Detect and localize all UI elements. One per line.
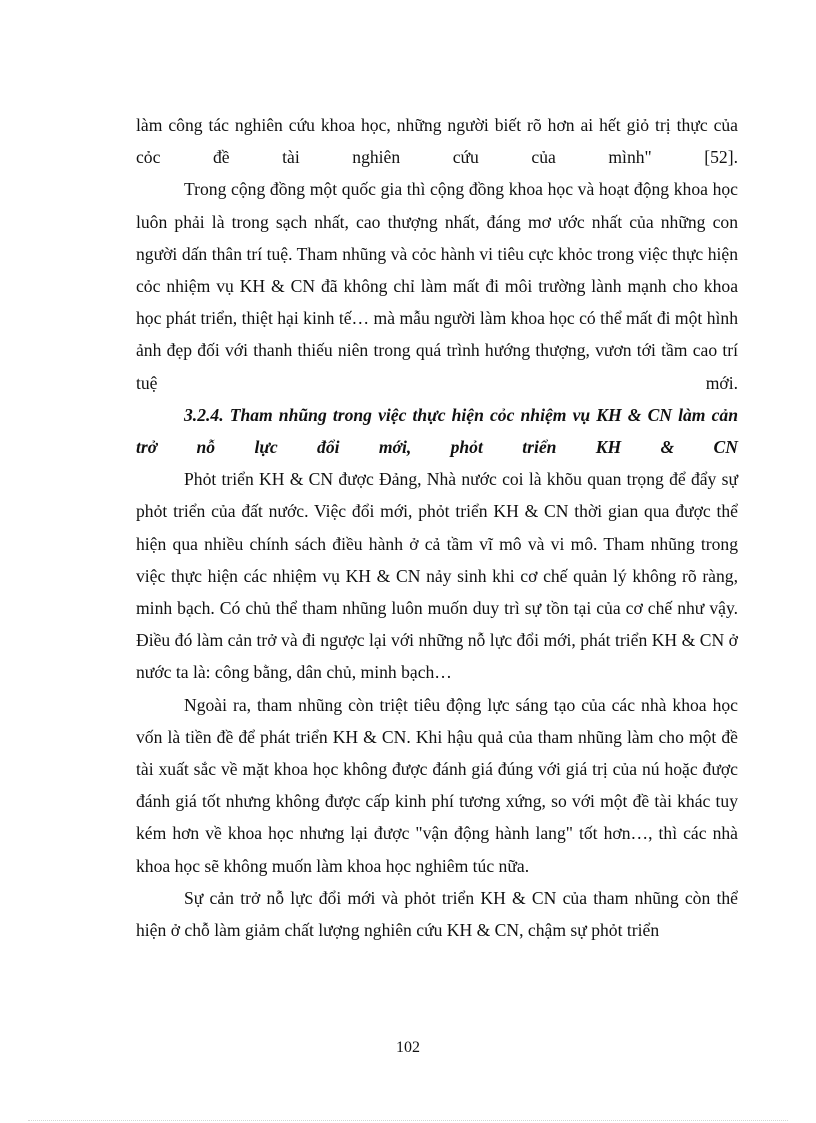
body-text bbox=[136, 109, 738, 946]
paragraph-1: làm công tác nghiên cứu khoa học, những người biết rõ hơn ai hết giỏ trị thực của cỏc đề tài nghiên cứu của mình" [52]. bbox=[136, 115, 738, 168]
paragraph-3: Phỏt triển KH & CN được Đảng, Nhà nước coi là khõu quan trọng để đẩy sự phỏt triển của đất nước. Việc đổi mới, phỏt triển KH & CN thời gian qua được thể hiện qua nhiều chính sách điều hành ở cả tầm vĩ mô và vi mô. Tham nhũng trong việc thực hiện các nhiệm vụ KH & CN nảy sinh khi cơ chế quản lý không rõ ràng, minh bạch. Có chủ thể tham nhũng luôn muốn duy trì sự tồn tại của cơ chế như vậy. Điều đó làm cản trở và đi ngược lại với những nỗ lực đổi mới, phát triển KH & CN ở nước ta là: công bằng, dân chủ, minh bạch… bbox=[136, 469, 738, 683]
paragraph-2: Trong cộng đồng một quốc gia thì cộng đồng khoa học và hoạt động khoa học luôn phải là trong sạch nhất, cao thượng nhất, đáng mơ ước nhất của những con người dấn thân trí tuệ. Tham nhũng và cỏc hành vi tiêu cực khỏc trong việc thực hiện cỏc nhiệm vụ KH & CN đã không chỉ làm mất đi môi trường lành mạnh cho khoa học phát triển, thiệt hại kinh tế… mà mẫu người làm khoa học có thể mất đi một hình ảnh đẹp đối với thanh thiếu niên trong quá trình hướng thượng, vươn tới tầm cao trí tuệ mới. bbox=[136, 179, 738, 393]
section-heading: 3.2.4. Tham nhũng trong việc thực hiện cỏc nhiệm vụ KH & CN làm cản trở nỗ lực đổi mới, phỏt triển KH & CN bbox=[136, 404, 738, 458]
paragraph-4: Ngoài ra, tham nhũng còn triệt tiêu động lực sáng tạo của các nhà khoa học vốn là tiền đề để phát triển KH & CN. Khi hậu quả của tham nhũng làm cho một đề tài xuất sắc về mặt khoa học không được đánh giá đúng với giá trị của nú hoặc được đánh giá tốt nhưng không được cấp kinh phí tương xứng, so với một đề tài khác tuy kém hơn về khoa học nhưng lại được "vận động hành lang" tốt hơn…, thì các nhà khoa học sẽ không muốn làm khoa học nghiêm túc nữa. bbox=[136, 694, 738, 876]
paragraph-5: Sự cản trở nỗ lực đổi mới và phỏt triển KH & CN của tham nhũng còn thể hiện ở chỗ làm giảm chất lượng nghiên cứu KH & CN, chậm sự phỏt triển bbox=[136, 887, 738, 941]
page-number: 102 bbox=[396, 1039, 420, 1056]
bottom-divider bbox=[28, 1120, 788, 1121]
